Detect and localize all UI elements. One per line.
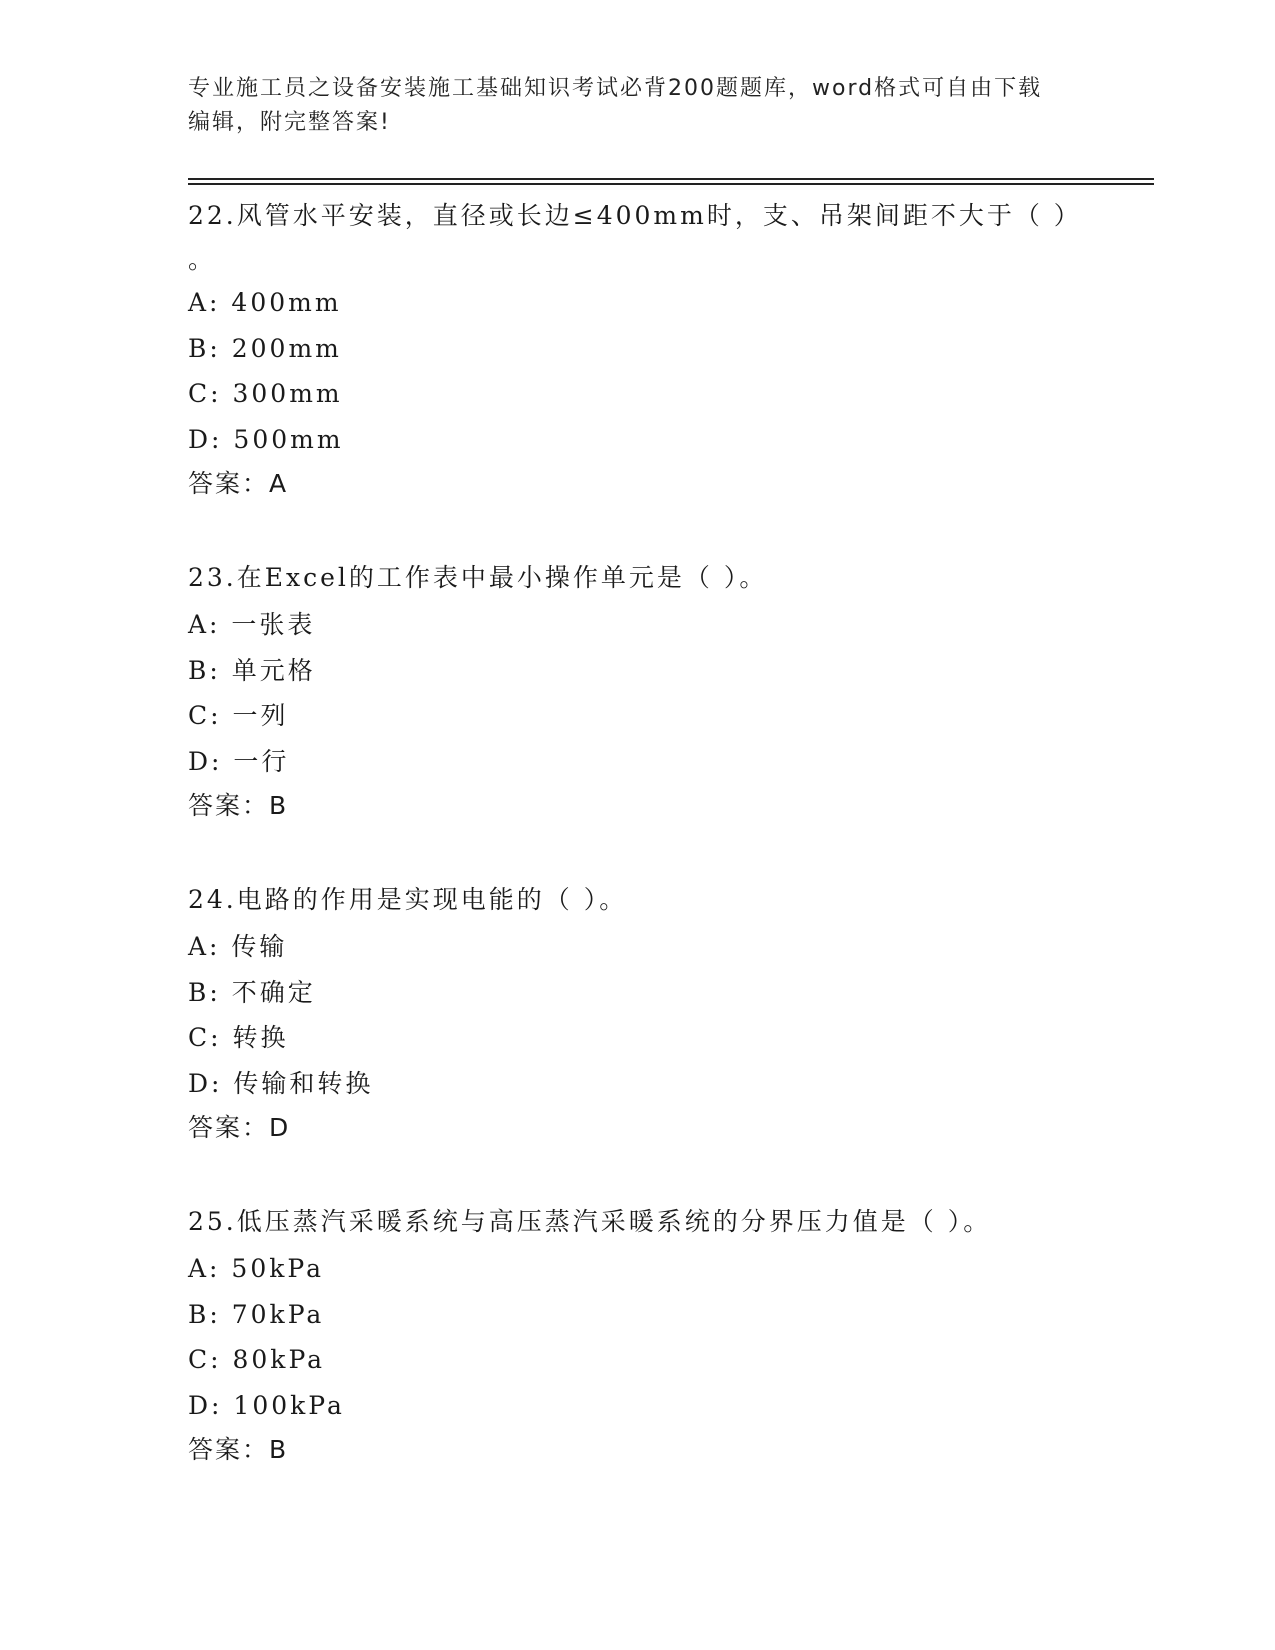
option-c: C: 一列: [188, 701, 289, 730]
question-text: 25.低压蒸汽采暖系统与高压蒸汽采暖系统的分界压力值是（ ）。: [188, 1207, 992, 1236]
question-text-continuation: 。: [188, 245, 217, 274]
option-b: B: 不确定: [188, 977, 316, 1007]
option-d: D: 传输和转换: [188, 1068, 374, 1098]
option-a: A: 400mm: [188, 288, 342, 317]
question-23: [188, 552, 1154, 828]
option-d: D: 500mm: [188, 424, 344, 454]
answer-label: 答案：D: [188, 1113, 291, 1142]
question-list: [188, 190, 1154, 1518]
option-b: B: 200mm: [188, 333, 342, 363]
option-c: C: 80kPa: [188, 1345, 326, 1374]
option-b: B: 70kPa: [188, 1299, 325, 1329]
option-a: A: 50kPa: [188, 1254, 324, 1283]
option-d: D: 一行: [188, 746, 290, 776]
option-c: C: 转换: [188, 1023, 289, 1052]
option-a: A: 一张表: [188, 610, 316, 639]
answer-label: 答案：B: [188, 791, 289, 820]
question-22: [188, 190, 1154, 506]
question-25: [188, 1196, 1154, 1472]
header-divider-top: [188, 178, 1154, 180]
answer-label: 答案：A: [188, 469, 289, 498]
question-text: 22.风管水平安装，直径或长边≤400mm时，支、吊架间距不大于（ ）: [188, 201, 1082, 230]
option-b: B: 单元格: [188, 655, 316, 685]
question-24: [188, 874, 1154, 1150]
header-divider-bottom: [188, 183, 1154, 185]
question-text: 24.电路的作用是实现电能的（ ）。: [188, 885, 628, 914]
header-line-2: 编辑，附完整答案!: [188, 110, 391, 135]
document-header: [188, 72, 1088, 140]
option-d: D: 100kPa: [188, 1390, 345, 1420]
option-c: C: 300mm: [188, 379, 343, 408]
answer-label: 答案：B: [188, 1435, 289, 1464]
header-line-1: 专业施工员之设备安装施工基础知识考试必背200题题库，word格式可自由下载: [188, 76, 1043, 101]
option-a: A: 传输: [188, 932, 288, 961]
question-text: 23.在Excel的工作表中最小操作单元是（ ）。: [188, 563, 768, 592]
